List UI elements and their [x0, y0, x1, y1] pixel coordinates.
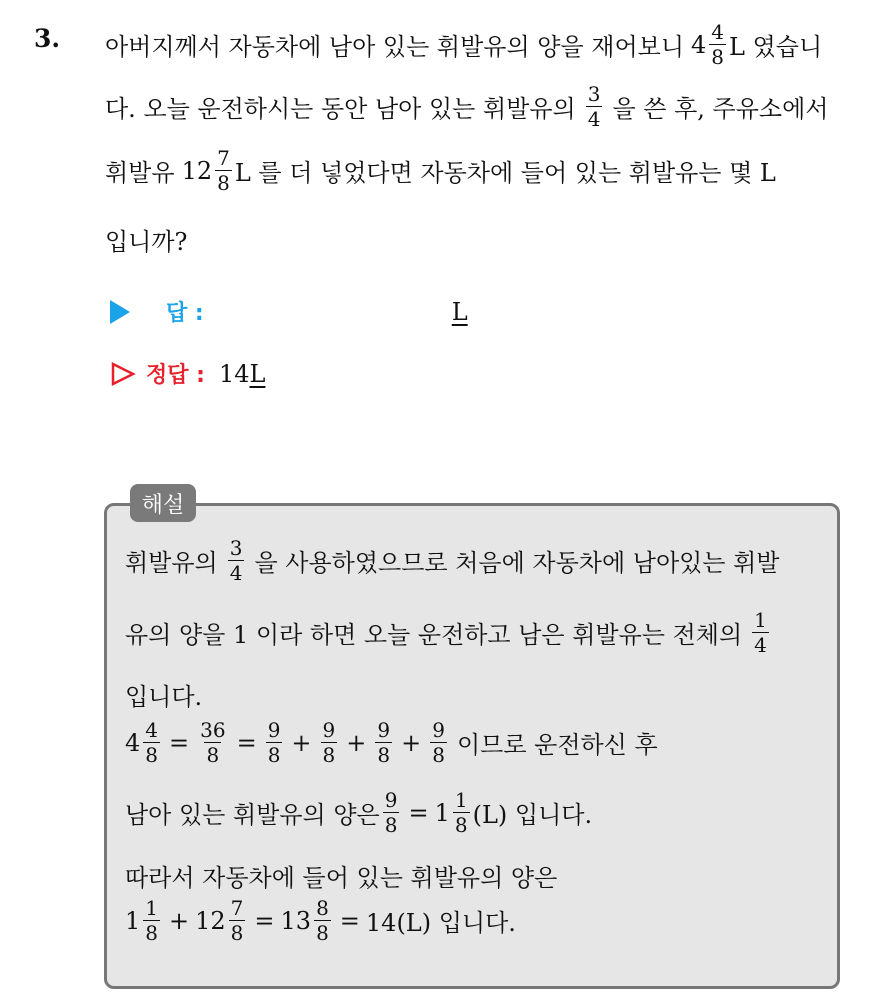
mixed-whole: 4: [691, 30, 707, 59]
explanation-text: (L) 입니다.: [472, 801, 593, 829]
question-text: L 였습니: [729, 33, 823, 61]
fraction: $\frac{4}{8}$: [711, 20, 725, 69]
explanation-tag: 해설: [130, 484, 196, 522]
fraction: $\frac{9}{8}$: [377, 718, 391, 767]
fraction: $\frac{9}{8}$: [322, 718, 336, 767]
explanation-text: 이므로 운전하신 후: [456, 731, 658, 759]
question-text: 을 쓴 후, 주유소에서: [612, 95, 829, 123]
fraction: $\frac{1}{4}$: [754, 608, 767, 657]
play-triangle-icon: [110, 300, 130, 324]
equals-sign: =: [169, 728, 190, 757]
explanation-text: 남아 있는 휘발유의 양은: [125, 801, 380, 829]
equals-sign: =: [254, 906, 275, 935]
fraction: $\frac{9}{8}$: [432, 718, 445, 767]
answer-unit: L: [451, 297, 468, 326]
explanation-text: 휘발유의: [125, 549, 218, 577]
explanation-text: 따라서 자동차에 들어 있는 휘발유의 양은: [125, 864, 558, 892]
question-line-3: [105, 148, 776, 193]
fraction: $\frac{9}{8}$: [267, 718, 281, 767]
equals-sign: =: [339, 906, 360, 935]
equals-sign: =: [408, 798, 429, 827]
question-number: 3.: [34, 24, 61, 53]
question-text: 아버지께서 자동차에 남아 있는 휘발유의 양을 재어보니: [105, 33, 685, 61]
explanation-line-3: [125, 677, 202, 712]
answer-row: [110, 296, 468, 327]
correct-answer-value: 14: [218, 359, 250, 388]
explanation-line-5: [125, 790, 592, 835]
explanation-text: 14(L) 입니다.: [365, 909, 516, 937]
explanation-line-2: [125, 610, 772, 655]
plus-sign: +: [401, 728, 422, 757]
correct-answer-label: 정답 :: [146, 363, 205, 388]
explanation-line-4: [125, 720, 658, 765]
plus-sign: +: [346, 728, 367, 757]
fraction: $\frac{1}{8}$: [145, 896, 159, 945]
question-line-4: [105, 222, 187, 257]
question-line-1: [105, 22, 822, 67]
explanation-text: 입니다.: [125, 683, 203, 711]
equals-sign: =: [236, 728, 257, 757]
fraction: $\frac{9}{8}$: [384, 788, 398, 837]
fraction: $\frac{3}{4}$: [229, 536, 243, 585]
question-text: L 를 더 넣었다면 자동차에 들어 있는 휘발유는 몇 L: [234, 159, 776, 187]
correct-answer-unit: L: [249, 359, 266, 388]
question-text: 입니까?: [105, 228, 188, 256]
fraction: $\frac{36}{8}$: [200, 718, 226, 767]
mixed-whole: 12: [195, 906, 226, 935]
mixed-whole: 12: [181, 156, 213, 185]
mixed-whole: 13: [280, 906, 312, 935]
fraction: $\frac{7}{8}$: [217, 146, 230, 195]
answer-label: 답 :: [166, 301, 204, 326]
explanation-text: 을 사용하였으므로 처음에 자동차에 남아있는 휘발: [254, 549, 780, 577]
fraction: $\frac{4}{8}$: [145, 718, 159, 767]
fraction: $\frac{8}{8}$: [316, 896, 329, 945]
mixed-whole: 1: [125, 906, 141, 935]
correct-answer-row: [110, 358, 265, 389]
fraction: $\frac{1}{8}$: [454, 788, 468, 837]
question-text: 휘발유: [105, 159, 175, 187]
question-text: 다. 오늘 운전하시는 동안 남아 있는 휘발유의: [105, 95, 576, 123]
explanation-line-6: [125, 858, 557, 893]
explanation-line-1: [125, 538, 780, 583]
mixed-whole: 4: [125, 728, 141, 757]
fraction: $\frac{7}{8}$: [230, 896, 244, 945]
fraction: $\frac{3}{4}$: [587, 82, 601, 131]
question-line-2: [105, 84, 828, 129]
plus-sign: +: [169, 906, 190, 935]
plus-sign: +: [291, 728, 312, 757]
explanation-line-7: [125, 898, 516, 943]
explanation-text: 유의 양을 1 이라 하면 오늘 운전하고 남은 휘발유는 전체의: [125, 621, 743, 649]
outline-triangle-icon: [110, 361, 136, 387]
mixed-whole: 1: [434, 798, 450, 827]
